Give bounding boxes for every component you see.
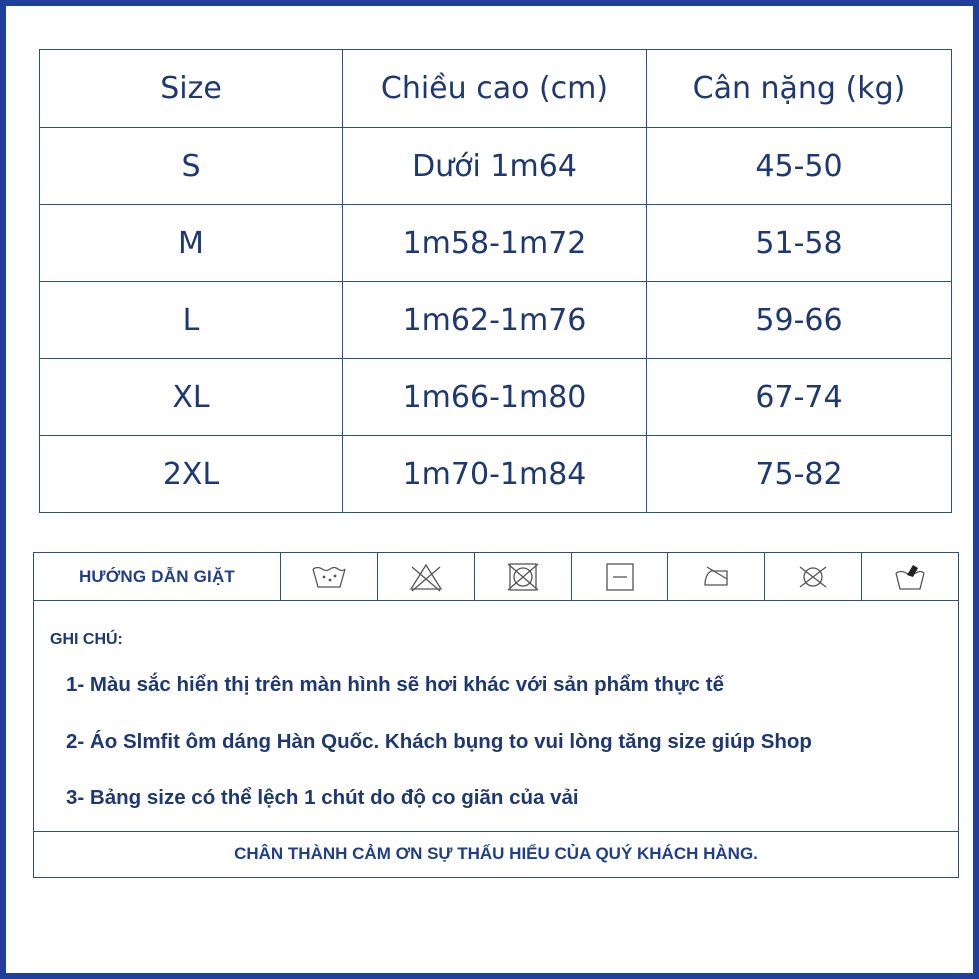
weight-cell: 75-82 bbox=[647, 436, 952, 513]
header-weight: Cân nặng (kg) bbox=[647, 50, 952, 128]
care-instructions-box bbox=[33, 552, 959, 878]
thanks-message: CHÂN THÀNH CẢM ƠN SỰ THẤU HIỂU CỦA QUÝ KHÁCH HÀNG. bbox=[34, 831, 958, 876]
care-cell bbox=[475, 553, 572, 600]
weight-cell: 59-66 bbox=[647, 282, 952, 359]
size-cell: XL bbox=[40, 359, 343, 436]
height-cell: 1m58-1m72 bbox=[343, 205, 647, 282]
table-header-row bbox=[40, 50, 952, 128]
weight-cell: 45-50 bbox=[647, 128, 952, 205]
care-cell bbox=[281, 553, 378, 600]
note-item: 2- Áo Slmfit ôm dáng Hàn Quốc. Khách bụng to vui lòng tăng size giúp Shop bbox=[66, 730, 812, 753]
care-cell bbox=[378, 553, 475, 600]
iron-low-icon bbox=[697, 561, 735, 593]
care-title: HƯỚNG DẪN GIẶT bbox=[34, 553, 281, 600]
care-cell bbox=[668, 553, 765, 600]
dry-flat-icon bbox=[601, 561, 639, 593]
size-cell: M bbox=[40, 205, 343, 282]
size-cell: 2XL bbox=[40, 436, 343, 513]
care-cell bbox=[765, 553, 862, 600]
table-row bbox=[40, 128, 952, 205]
height-cell: 1m66-1m80 bbox=[343, 359, 647, 436]
notes-section bbox=[34, 601, 958, 831]
weight-cell: 67-74 bbox=[647, 359, 952, 436]
table-row bbox=[40, 359, 952, 436]
table-row bbox=[40, 282, 952, 359]
note-item: 3- Bảng size có thể lệch 1 chút do độ co giãn của vải bbox=[66, 786, 579, 809]
height-cell: Dưới 1m64 bbox=[343, 128, 647, 205]
weight-cell: 51-58 bbox=[647, 205, 952, 282]
wash-30-icon bbox=[310, 561, 348, 593]
no-dry-clean-icon bbox=[794, 561, 832, 593]
table-row bbox=[40, 205, 952, 282]
header-size: Size bbox=[40, 50, 343, 128]
header-height: Chiều cao (cm) bbox=[343, 50, 647, 128]
size-cell: L bbox=[40, 282, 343, 359]
table-row bbox=[40, 436, 952, 513]
care-cell bbox=[862, 553, 958, 600]
hand-wash-icon bbox=[891, 561, 929, 593]
no-bleach-icon bbox=[407, 561, 445, 593]
care-cell bbox=[572, 553, 669, 600]
note-item: 1- Màu sắc hiển thị trên màn hình sẽ hơi khác với sản phẩm thực tế bbox=[66, 673, 725, 696]
size-cell: S bbox=[40, 128, 343, 205]
height-cell: 1m62-1m76 bbox=[343, 282, 647, 359]
notes-title: GHI CHÚ: bbox=[50, 631, 123, 648]
care-icons-row bbox=[34, 553, 958, 601]
no-tumble-dry-icon bbox=[504, 561, 542, 593]
height-cell: 1m70-1m84 bbox=[343, 436, 647, 513]
size-chart-table bbox=[39, 49, 952, 513]
